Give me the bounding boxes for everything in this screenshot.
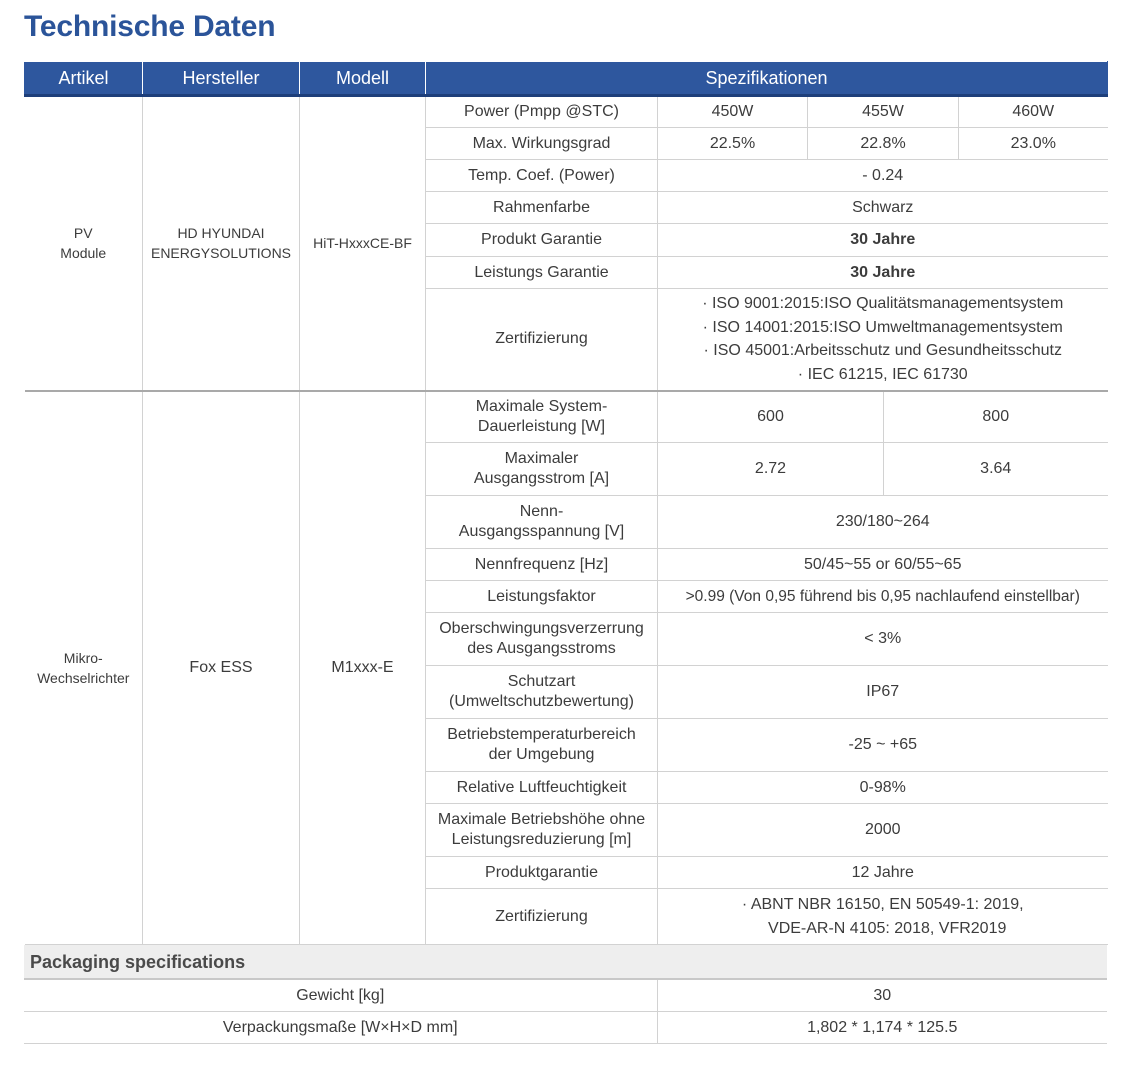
header-hersteller: Hersteller [143, 62, 300, 96]
spec-value: 0-98% [658, 772, 1108, 804]
packaging-table [24, 980, 1107, 1044]
spec-label: Max. Wirkungsgrad [426, 128, 658, 160]
spec-label: Temp. Coef. (Power) [426, 160, 658, 192]
spec-value: 3.64 [884, 443, 1108, 496]
pack-label: Verpackungsmaße [W×H×D mm] [24, 1012, 657, 1044]
spec-label: Schutzart (Umweltschutzbewertung) [426, 666, 658, 719]
table-row [25, 96, 1108, 128]
spec-label: Produkt Garantie [426, 224, 658, 257]
spec-value: 450W [658, 96, 808, 128]
table-row [25, 391, 1108, 443]
spec-table [24, 61, 1108, 945]
cert-item: · ABNT NBR 16150, EN 50549-1: 2019, [741, 896, 1024, 913]
cert-item: · ISO 45001:Arbeitsschutz und Gesundheitsschutz [703, 342, 1062, 360]
table-row [24, 1012, 1107, 1044]
spec-value: 230/180~264 [658, 496, 1108, 549]
spec-value: 22.8% [808, 128, 959, 160]
spec-label: Oberschwingungsverzerrung des Ausgangsstroms [426, 613, 658, 666]
spec-value: 2000 [658, 804, 1108, 857]
spec-label: Leistungs Garantie [426, 257, 658, 289]
inverter-article: Mikro- Wechselrichter [25, 391, 143, 945]
pack-value: 30 [657, 980, 1107, 1012]
spec-label: Nennfrequenz [Hz] [426, 549, 658, 581]
cert-list [658, 289, 1108, 391]
spec-label: Zertifizierung [426, 289, 658, 391]
cert-item: · ISO 14001:2015:ISO Umweltmanagementsystem [702, 318, 1063, 336]
spec-label: Produktgarantie [426, 857, 658, 889]
pv-manufacturer: HD HYUNDAI ENERGYSOLUTIONS [143, 96, 300, 391]
spec-label: Betriebstemperaturbereich der Umgebung [426, 719, 658, 772]
packaging-section-header [24, 945, 1107, 980]
spec-label: Maximale System- Dauerleistung [W] [426, 391, 658, 443]
header-artikel: Artikel [25, 62, 143, 96]
spec-label: Nenn- Ausgangsspannung [V] [426, 496, 658, 549]
spec-value: 22.5% [658, 128, 808, 160]
spec-value: 30 Jahre [658, 257, 1108, 289]
header-spezifikationen: Spezifikationen [426, 62, 1108, 96]
cert-item: · ISO 9001:2015:ISO Qualitätsmanagementsystem [702, 295, 1064, 313]
cert-item: VDE-AR-N 4105: 2018, VFR2019 [759, 919, 1007, 937]
spec-value: 23.0% [959, 128, 1108, 160]
page-title: Technische Daten [24, 10, 276, 43]
spec-value: 2.72 [658, 443, 884, 496]
spec-value: < 3% [658, 613, 1108, 666]
spec-value: 50/45~55 or 60/55~65 [658, 549, 1108, 581]
spec-value: 455W [808, 96, 959, 128]
spec-value: - 0.24 [658, 160, 1108, 192]
spec-value: Schwarz [658, 192, 1108, 224]
cert-item: · IEC 61215, IEC 61730 [797, 365, 968, 383]
spec-label: Maximale Betriebshöhe ohne Leistungsreduzierung [m] [426, 804, 658, 857]
spec-label: Leistungsfaktor [426, 581, 658, 613]
inverter-manufacturer: Fox ESS [143, 391, 300, 945]
spec-value: -25 ~ +65 [658, 719, 1108, 772]
spec-value: 460W [959, 96, 1108, 128]
pack-value: 1,802 * 1,174 * 125.5 [657, 1012, 1107, 1044]
packaging-title: Packaging specifications [30, 952, 246, 972]
spec-value: 12 Jahre [658, 857, 1108, 889]
spec-value: 800 [884, 391, 1108, 443]
spec-label: Maximaler Ausgangsstrom [A] [426, 443, 658, 496]
header-row [25, 62, 1108, 96]
spec-value: 600 [658, 391, 884, 443]
inverter-model: M1xxx-E [300, 391, 426, 945]
spec-label: Rahmenfarbe [426, 192, 658, 224]
spec-value: >0.99 (Von 0,95 führend bis 0,95 nachlaufend einstellbar) [658, 581, 1108, 613]
pv-model: HiT-HxxxCE-BF [300, 96, 426, 391]
spec-value: 30 Jahre [658, 224, 1108, 257]
pv-article: PV Module [25, 96, 143, 391]
spec-label: Relative Luftfeuchtigkeit [426, 772, 658, 804]
table-row [24, 980, 1107, 1012]
spec-value: IP67 [658, 666, 1108, 719]
cert-list [658, 889, 1108, 945]
header-modell: Modell [300, 62, 426, 96]
spec-label: Power (Pmpp @STC) [426, 96, 658, 128]
spec-label: Zertifizierung [426, 889, 658, 945]
pack-label: Gewicht [kg] [24, 980, 657, 1012]
